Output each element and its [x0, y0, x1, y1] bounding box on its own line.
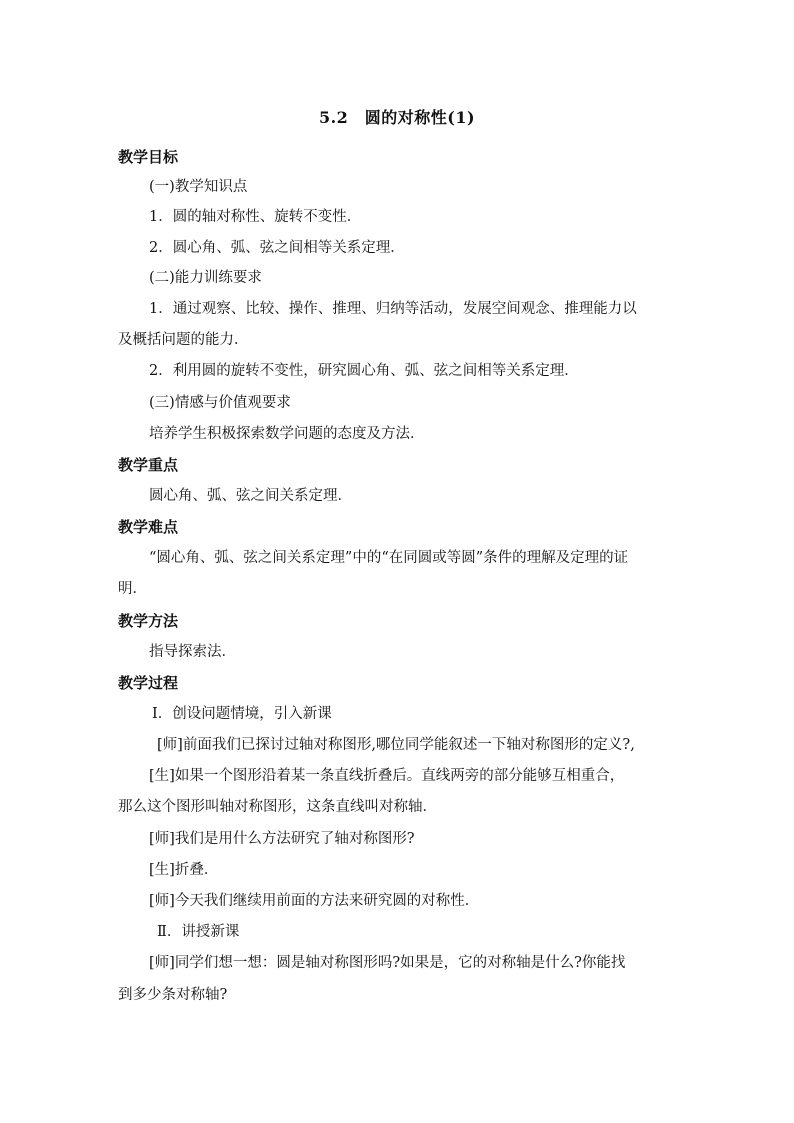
paragraph-line: 及概括问题的能力．	[118, 332, 249, 348]
paragraph-line: [生]如果一个图形沿着某一条直线折叠后。直线两旁的部分能够互相重合，	[149, 768, 625, 784]
section-heading-key-points: 教学重点	[118, 456, 179, 474]
section-heading-difficulties: 教学难点	[118, 518, 179, 536]
paragraph-line: 明．	[118, 581, 147, 597]
paragraph-line: [师]今天我们继续用前面的方法来研究圆的对称性．	[149, 893, 480, 909]
paragraph-line: (二)能力训练要求	[149, 270, 262, 286]
paragraph-line: “圆心角、弧、弦之间关系定理”中的“在同圆或等圆”条件的理解及定理的证	[149, 550, 629, 566]
paragraph-line: 指导探索法．	[149, 644, 236, 660]
document-title: 5.2 圆的对称性(1)	[318, 108, 476, 127]
paragraph-line: 那么这个图形叫轴对称图形，这条直线叫对称轴．	[118, 799, 437, 815]
paragraph-line: (三)情感与价值观要求	[149, 395, 291, 411]
paragraph-line: [师]前面我们已探讨过轴对称图形,哪位同学能叙述一下轴对称图形的定义?,	[157, 737, 635, 753]
paragraph-line: Ⅱ．讲授新课	[157, 924, 240, 940]
paragraph-line: 1．圆的轴对称性、旋转不变性．	[149, 209, 362, 225]
paragraph-line: 1．通过观察、比较、操作、推理、归纳等活动，发展空间观念、推理能力以	[149, 301, 637, 317]
paragraph-line: 2．圆心角、弧、弦之间相等关系定理．	[149, 240, 405, 256]
section-heading-process: 教学过程	[118, 674, 179, 692]
paragraph-line: 圆心角、弧、弦之间关系定理．	[149, 488, 352, 504]
paragraph-line: 到多少条对称轴?	[118, 987, 228, 1003]
section-heading-objectives: 教学目标	[118, 148, 179, 166]
paragraph-line: (一)教学知识点	[149, 179, 248, 195]
paragraph-line: 培养学生积极探索数学问题的态度及方法．	[149, 426, 425, 442]
paragraph-line: [师]同学们想一想：圆是轴对称图形吗?如果是，它的对称轴是什么?你能找	[149, 955, 626, 971]
section-heading-methods: 教学方法	[118, 612, 179, 630]
paragraph-line: [生]折叠．	[149, 862, 219, 878]
paragraph-line: 2．利用圆的旋转不变性，研究圆心角、弧、弦之间相等关系定理．	[149, 363, 579, 379]
paragraph-line: Ⅰ．创设问题情境，引入新课	[152, 706, 332, 722]
paragraph-line: [师]我们是用什么方法研究了轴对称图形?	[149, 831, 415, 847]
